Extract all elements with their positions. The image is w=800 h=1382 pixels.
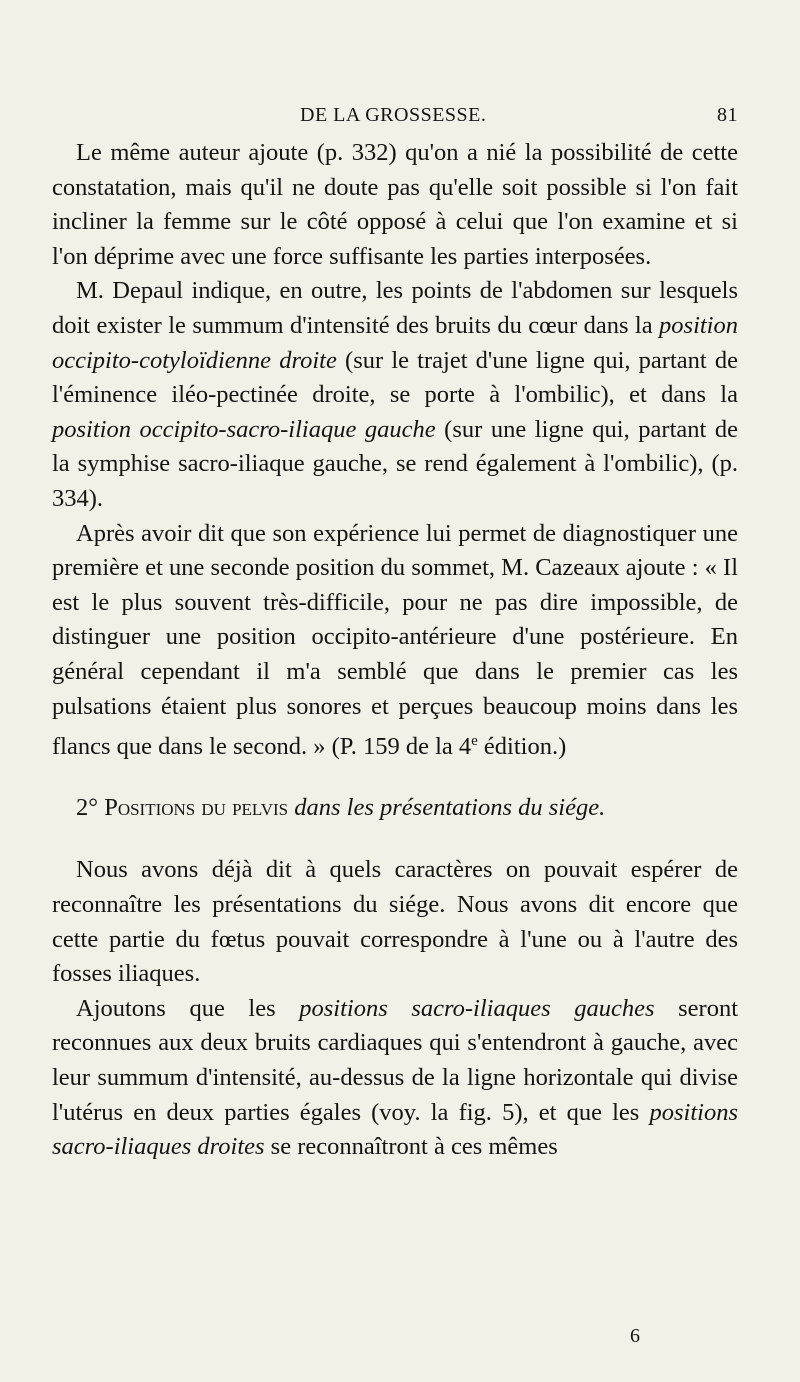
text-run: seront reconnues aux deux bruits cardiaques qui s'entendront à gauche, avec leur summum d'intensité, au-dessus de la ligne horizontale qui divise l'utérus en deux parties égales (voy. la fig. 5), et que les: [52, 994, 739, 1126]
signature-mark: 6: [630, 1325, 640, 1347]
paragraph: [52, 517, 738, 765]
paragraphs-after-heading: [52, 853, 738, 1164]
text-run: se reconnaîtront à ces mêmes: [264, 1133, 558, 1161]
paragraph: [52, 853, 738, 991]
running-head: [52, 104, 738, 134]
italic-run: positions sacro-iliaques droites: [52, 1098, 738, 1161]
text-run: Nous avons déjà dit à quels caractères on pouvait espérer de reconnaître les présentations du siége. Nous avons dit encore que cette partie du fœtus pouvait correspondre à l'une ou à l'autre des fosses iliaques.: [52, 856, 738, 988]
paragraph: [52, 136, 738, 274]
italic-run: positions sacro-iliaques gauches: [299, 994, 655, 1022]
paragraphs-before-heading: [52, 136, 738, 765]
text-run: Ajoutons que les: [76, 994, 300, 1022]
text-run: Le même auteur ajoute (p. 332) qu'on a nié la possibilité de cette constatation, mais qu'il ne doute pas qu'elle soit possible si l'on fait incliner la femme sur le côté opposé à celui que l'on examine et si l'on déprime avec une force suffisante les parties interposées.: [52, 139, 738, 270]
text-run: Après avoir dit que son expérience lui permet de diagnostiquer une première et une seconde position du sommet, M. Cazeaux ajoute : « Il est le plus souvent très-difficile, pour ne pas dire impossible, de distinguer une position occipito-antérieure d'une postérieure. En général cependant il m'a semblé que dans le premier cas les pulsations étaient plus sonores et perçues beaucoup moins dans les flancs que dans le second. » (P. 159 de la 4: [52, 519, 738, 761]
section-heading-number: 2°: [76, 793, 105, 821]
text-run: (sur le trajet d'une ligne qui, partant de l'éminence iléo-pectinée droite, se porte à l'ombilic), et dans la: [52, 346, 739, 409]
section-heading-label: Positions du pelvis: [104, 793, 289, 821]
section-heading: [52, 791, 738, 826]
italic-run: position occipito-sacro-iliaque gauche: [52, 415, 436, 443]
running-head-title: DE LA GROSSESSE.: [300, 104, 487, 126]
text-run: M. Depaul indique, en outre, les points de l'abdomen sur lesquels doit exister le summum d'intensité des bruits du cœur dans la: [52, 277, 738, 339]
paragraph: [52, 274, 738, 516]
text-run: édition.): [477, 733, 567, 761]
superscript-run: e: [471, 733, 478, 750]
page-body: [52, 136, 738, 1165]
section-heading-italic: dans les présentations du siége.: [288, 793, 606, 821]
italic-run: position occipito-cotyloïdienne droite: [52, 311, 738, 374]
page-number: 81: [717, 104, 738, 126]
text-run: (sur une ligne qui, partant de la symphise sacro-iliaque gauche, se rend également à l'ombilic), (p. 334).: [52, 415, 738, 512]
paragraph: [52, 992, 738, 1165]
